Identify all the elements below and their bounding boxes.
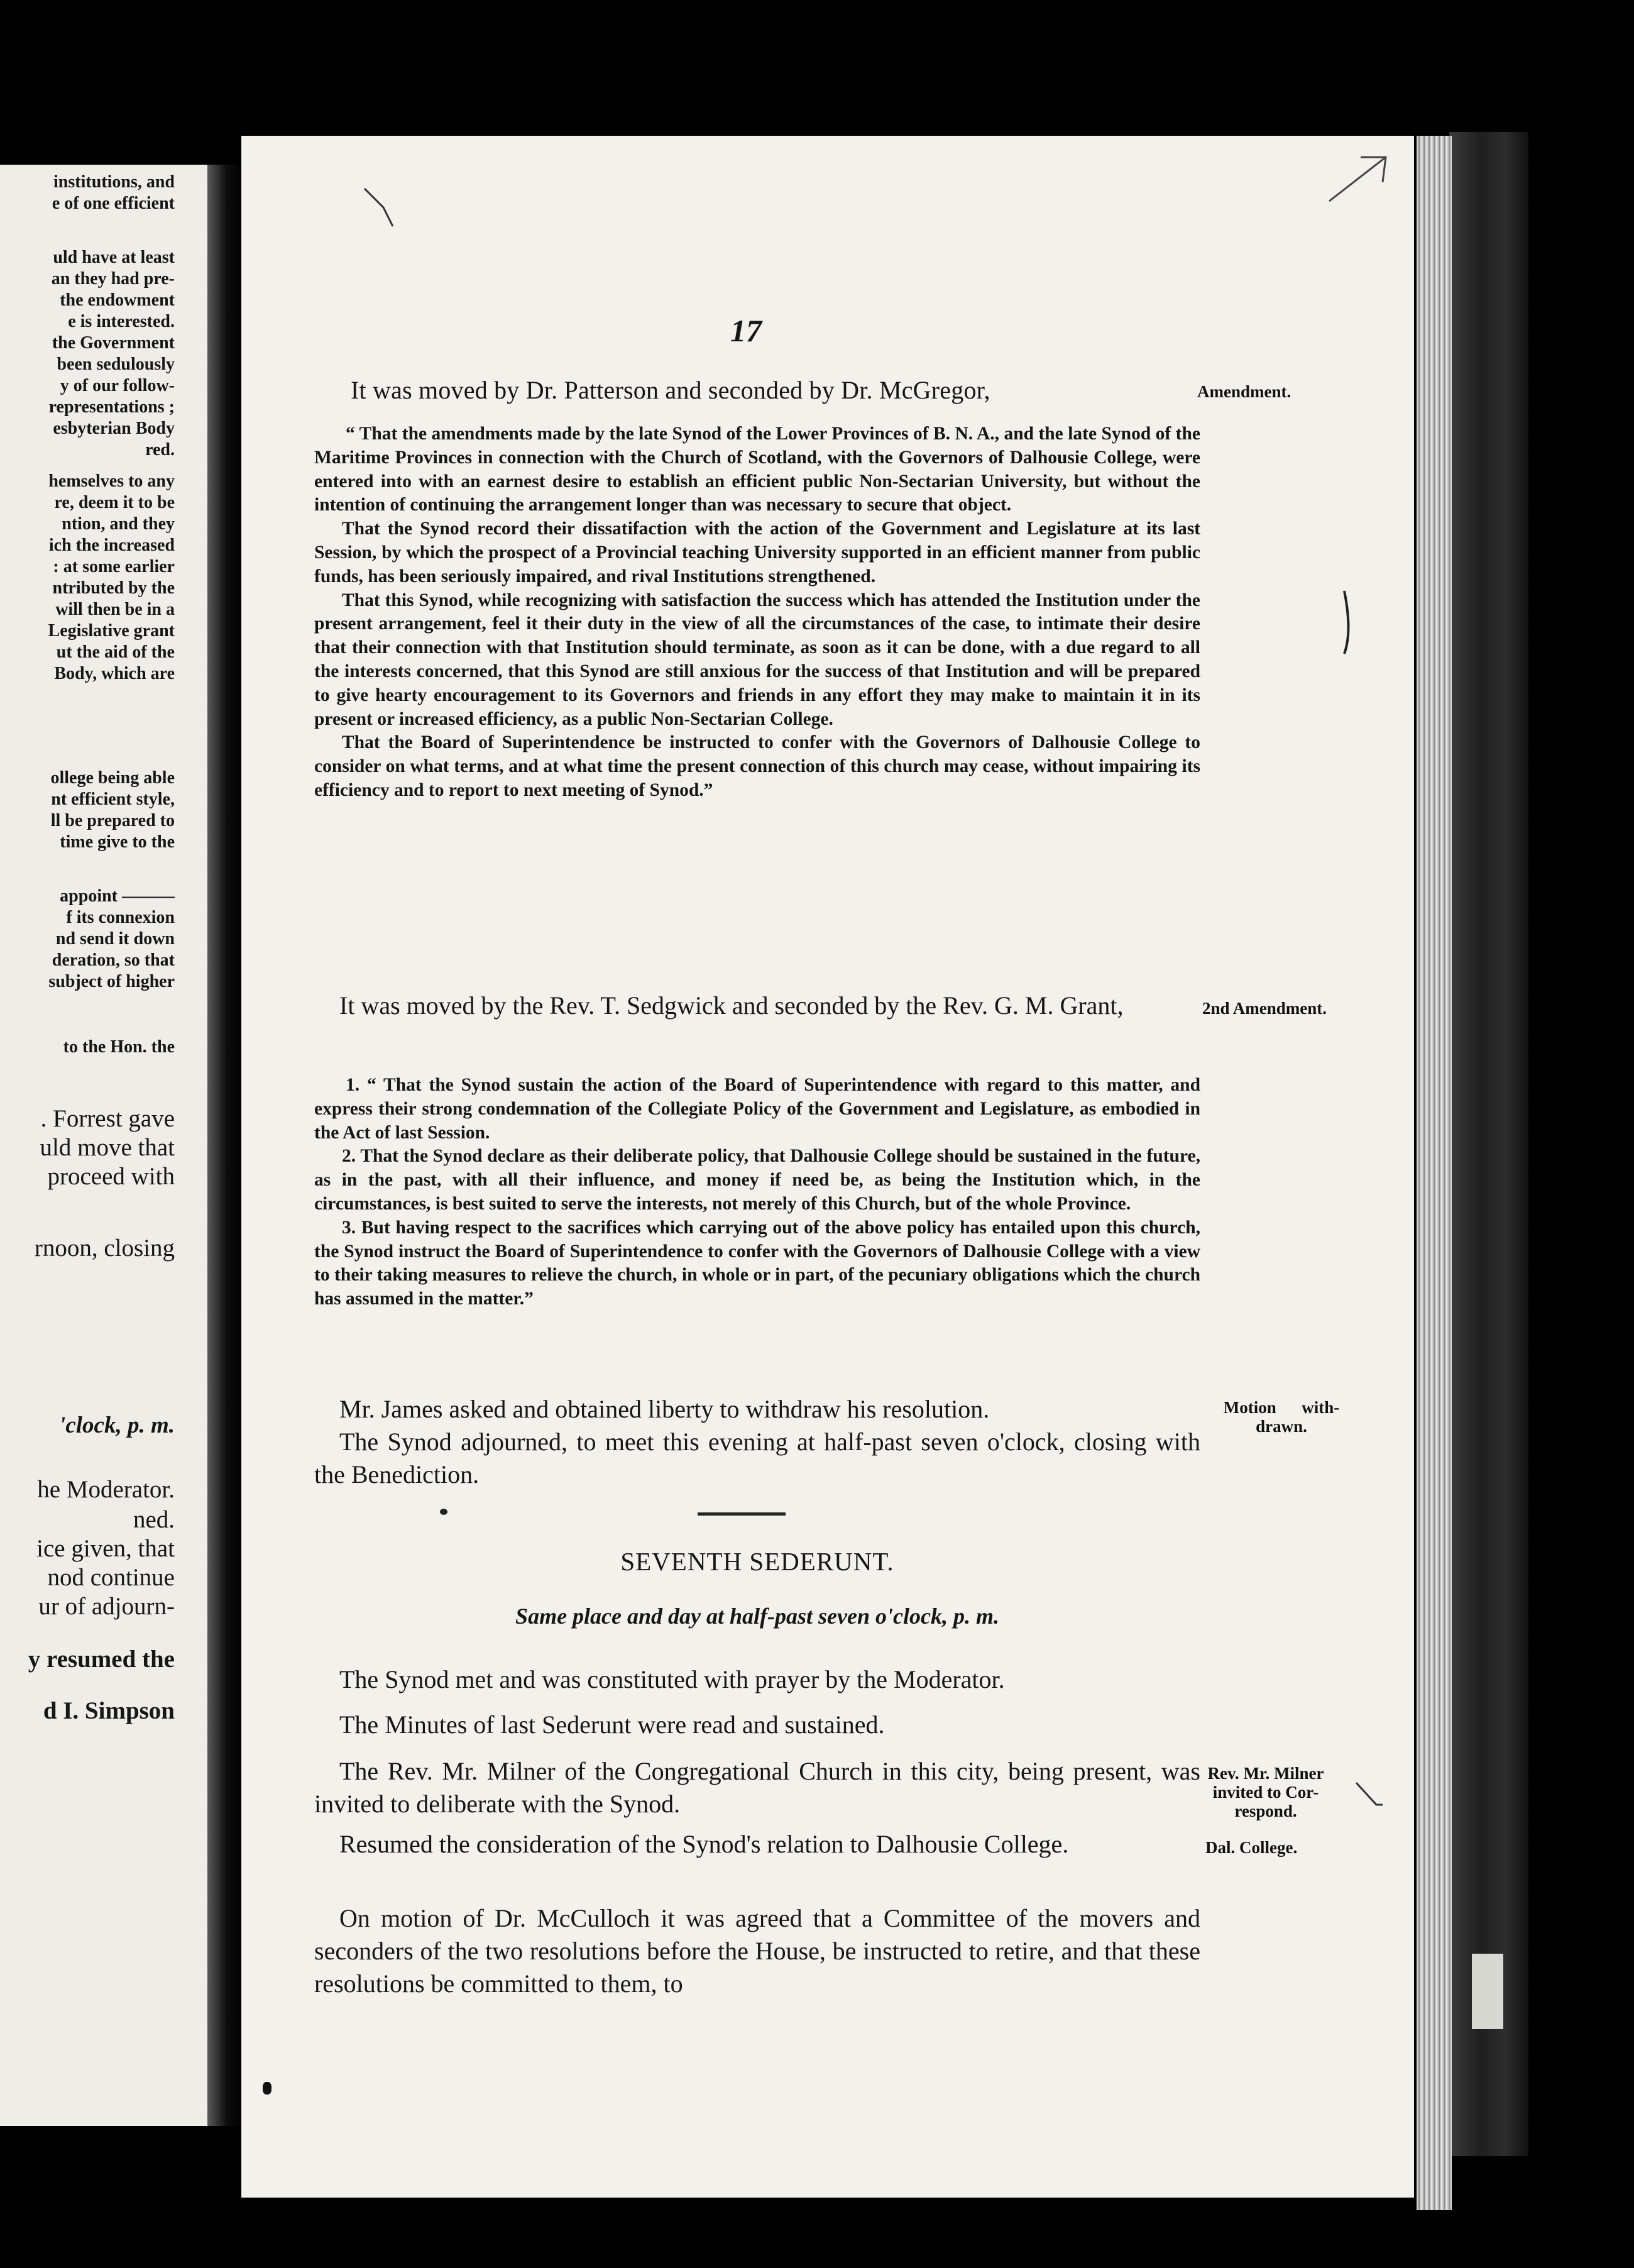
resumed-paragraph: Resumed the consideration of the Synod's relation to Dalhousie College.	[339, 1830, 1069, 1858]
left-page-line: ll be prepared to	[50, 811, 175, 830]
left-page-line: representations ;	[48, 397, 175, 417]
second-motion-paragraph: It was moved by the Rev. T. Sedgwick and seconded by the Rev. G. M. Grant,	[339, 991, 1124, 1020]
left-page-line: rnoon, closing	[34, 1235, 175, 1262]
minutes-paragraph: The Minutes of last Sederunt were read and sustained.	[339, 1710, 885, 1739]
margin-note-milner	[1203, 1764, 1329, 1820]
page-tab-paper	[1472, 1954, 1503, 2029]
left-page-line: ned.	[133, 1506, 175, 1533]
milner-paragraph: The Rev. Mr. Milner of the Congregational Church in this city, being present, was invited to deliberate with the Synod.	[314, 1757, 1200, 1818]
left-page-line: e of one efficient	[52, 194, 175, 213]
left-page-line: the Government	[52, 333, 175, 353]
left-page-line: f its connexion	[66, 908, 175, 927]
amendment-paragraph: “ That the amendments made by the late Synod of the Lower Provinces of B. N. A., and the late Synod of the Maritime Provinces in connection with the Church of Scotland, with the Governors of Dalhousie College, were entered into with an earnest desire to establish an efficient public Non-Sectarian University, but without the intention of continuing the arrangement longer than was necessary to secure that object.	[314, 424, 1200, 515]
left-page-line: 'clock, p. m.	[59, 1412, 175, 1438]
margin-note-line: drawn.	[1256, 1417, 1307, 1436]
pencil-mark	[358, 182, 421, 239]
margin-note-line: respond.	[1234, 1802, 1297, 1820]
left-page-line: the endowment	[60, 290, 175, 310]
margin-note-line: invited to Cor-	[1212, 1783, 1319, 1802]
left-page-line: ice given, that	[36, 1535, 175, 1562]
left-page-line: re, deem it to be	[54, 493, 175, 512]
left-page-line: to the Hon. the	[63, 1037, 175, 1057]
ink-spot	[440, 1509, 447, 1515]
section-divider	[698, 1512, 786, 1516]
section-heading: SEVENTH SEDERUNT.	[620, 1547, 894, 1576]
withdrawn-paragraph: Mr. James asked and obtained liberty to withdraw his resolution.	[339, 1395, 990, 1423]
left-page-line: ntributed by the	[52, 578, 175, 598]
left-page-line: ut the aid of the	[56, 642, 175, 662]
pencil-mark	[1351, 1776, 1389, 1814]
amendment-paragraph: 2. That the Synod declare as their deliberate policy, that Dalhousie College should be sustained in the future, as in the past, with all their influence, and money if need be, as being the Institution which, in the circumstances, is best suited to serve the interests, not merely of this Church, but of the whole Province.	[314, 1146, 1200, 1214]
amendment-paragraph: That the Board of Superintendence be instructed to confer with the Governors of Dalhousie College to consider on what terms, and at what time the present connection of this church may cease, without impairing its efficiency and to report to next meeting of Synod.”	[314, 732, 1200, 800]
left-page-line: uld move that	[40, 1134, 175, 1161]
first-motion-line: It was moved by Dr. Patterson and seconded by Dr. McGregor,	[351, 376, 990, 404]
left-page-line: hemselves to any	[48, 471, 175, 491]
left-page-line: nd send it down	[55, 929, 175, 949]
left-page-line: : at some earlier	[53, 557, 175, 576]
left-page-line: nt efficient style,	[51, 790, 175, 809]
left-page-line: an they had pre-	[51, 269, 175, 289]
left-page-line: ollege being able	[50, 768, 175, 788]
left-page	[0, 165, 217, 2126]
mcculloch-paragraph: On motion of Dr. McCulloch it was agreed that a Committee of the movers and seconders of the two resolutions before the House, be instructed to retire, and that these resolutions be committed to them, to	[314, 1904, 1200, 1998]
left-page-line: ntion, and they	[62, 514, 175, 534]
second-amendment-text	[314, 1074, 1200, 1311]
margin-note-second-amendment: 2nd Amendment.	[1202, 999, 1327, 1018]
ink-spot	[263, 2082, 271, 2095]
left-page-line: Body, which are	[54, 664, 175, 683]
section-subheading: Same place and day at half-past seven o'clock, p. m.	[515, 1604, 999, 1629]
left-page-line: been sedulously	[57, 355, 175, 374]
margin-note-line: Rev. Mr. Milner	[1207, 1764, 1324, 1783]
margin-note-motion-withdrawn	[1203, 1398, 1360, 1436]
left-page-line: Legislative grant	[48, 621, 175, 641]
amendment-paragraph: 1. “ That the Synod sustain the action of the Board of Superintendence with regard to this matter, and express their strong condemnation of the Collegiate Policy of the Government and Legislature, as embodied in the Act of last Session.	[314, 1075, 1200, 1143]
left-page-line: uld have at least	[53, 248, 175, 267]
left-page-line: institutions, and	[53, 172, 175, 192]
adjourned-paragraph: The Synod adjourned, to meet this evening at half-past seven o'clock, closing with the Benediction.	[314, 1428, 1200, 1489]
left-page-line: subject of higher	[48, 972, 175, 991]
pencil-mark	[1335, 585, 1361, 660]
page-number: 17	[730, 313, 762, 348]
pencil-mark	[1323, 145, 1405, 214]
synod-met-paragraph: The Synod met and was constituted with prayer by the Moderator.	[339, 1665, 1005, 1693]
amendment-paragraph: That the Synod record their dissatifaction with the action of the Government and Legislature at its last Session, by which the prospect of a Provincial teaching University supported in an efficient manner from public funds, has been seriously impaired, and rival Institutions strengthened.	[314, 519, 1200, 586]
left-page-line: . Forrest gave	[40, 1105, 175, 1132]
left-page-line: deration, so that	[52, 950, 175, 970]
book-cover-edge	[1449, 132, 1528, 2156]
left-page-line: d I. Simpson	[43, 1697, 175, 1724]
margin-note-dal-college: Dal. College.	[1205, 1838, 1298, 1857]
left-page-line: time give to the	[60, 832, 175, 852]
left-page-line: appoint ———	[60, 886, 175, 906]
left-page-line: he Moderator.	[37, 1476, 175, 1503]
left-page-line: proceed with	[47, 1163, 175, 1190]
left-page-line: ur of adjourn-	[38, 1593, 175, 1620]
amendment-paragraph: 3. But having respect to the sacrifices which carrying out of the above policy has entailed upon this church, the Synod instruct the Board of Superintendence to confer with the Governors of Dalhousie College with a view to their taking measures to relieve the church, in whole or in part, of the pecuniary obligations which the church has assumed in the matter.”	[314, 1217, 1200, 1309]
page-edges	[1417, 136, 1452, 2210]
left-page-line: will then be in a	[55, 600, 175, 619]
left-page-line: y resumed the	[28, 1646, 175, 1673]
left-page-line: y of our follow-	[60, 376, 175, 395]
left-page-line: ich the increased	[48, 536, 175, 555]
margin-note-line: Motion with-	[1223, 1398, 1340, 1417]
left-page-line: esbyterian Body	[53, 419, 175, 438]
amendment-paragraph: That this Synod, while recognizing with satisfaction the success which has attended the Institution under the present arrangement, feel it their duty in the view of all the circumstances of the case, to intimate their desire that their connection with that Institution should terminate, as soon as it can be done, with a due regard to all the interests concerned, that this Synod are still anxious for the success of that Institution and will be prepared to give hearty encouragement to its Governors and friends in any effort they may make to maintain it in its present or increased efficiency, as a public Non-Sectarian College.	[314, 590, 1200, 729]
left-page-line: nod continue	[47, 1564, 175, 1591]
left-page-line: e is interested.	[68, 312, 175, 331]
first-amendment-text	[314, 422, 1200, 803]
book-gutter	[207, 165, 243, 2126]
left-page-line: red.	[145, 440, 175, 460]
margin-note-amendment: Amendment.	[1197, 382, 1291, 401]
